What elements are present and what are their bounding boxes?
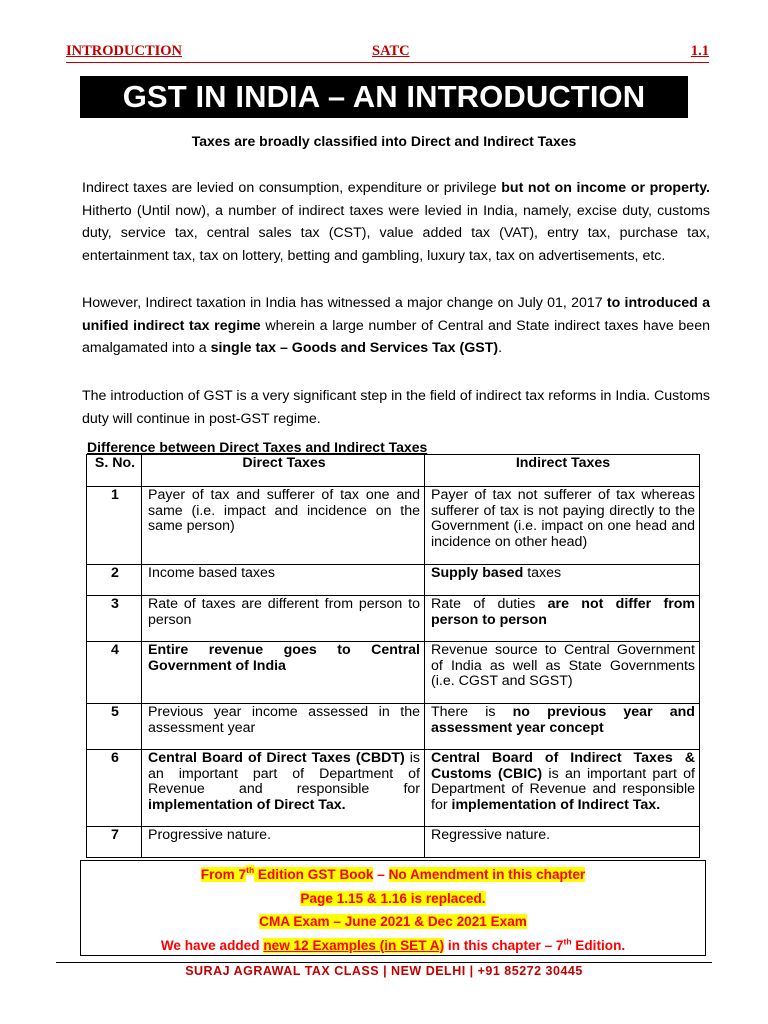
- direct-tax-cell: Payer of tax and sufferer of tax one and same (i.e. impact and incidence on the same person): [142, 487, 425, 565]
- indirect-bold-text: are not differ from person to person: [431, 596, 695, 628]
- direct-tax-cell: Rate of taxes are different from person to person: [142, 596, 425, 642]
- notice-page-replaced: Page 1.15 & 1.16 is replaced.: [300, 890, 486, 906]
- para2-text-c: wherein a large number of Central and State indirect taxes have been amalgamated into a: [82, 317, 710, 356]
- header-page-number: 1.1: [690, 43, 709, 59]
- indirect-bold-text: implementation of Indirect Tax.: [451, 796, 661, 813]
- notice-text: Edition.: [571, 937, 626, 953]
- page-title: GST IN INDIA – AN INTRODUCTION: [80, 76, 688, 118]
- indirect-bold-text: no previous year and assessment year concept: [431, 704, 695, 736]
- indirect-bold-text: Supply based: [431, 565, 524, 581]
- direct-tax-cell: Income based taxes: [142, 565, 425, 596]
- indirect-text: There is: [431, 704, 513, 720]
- para1-text-a: Indirect taxes are levied on consumption, expenditure or privilege: [82, 180, 502, 196]
- notice-text: in this chapter – 7: [444, 937, 564, 953]
- header-rule: [66, 62, 709, 63]
- notice-line-2: [81, 887, 705, 911]
- para1-text-c: Hitherto (Until now), a number of indirect taxes were levied in India, namely, excise duty, customs duty, service tax, central sales tax (CST), value added tax (VAT), entry tax, purchase tax, entertainment tax, tax on lottery, betting and gambling, luxury tax, tax on advertisements, etc.: [82, 202, 710, 264]
- indirect-tax-cell: Payer of tax not sufferer of tax whereas sufferer of tax is not paying directly to the Government (i.e. impact on one head and incidence on other head): [425, 487, 700, 565]
- header-brand: SATC: [372, 43, 410, 59]
- difference-table: [86, 454, 700, 858]
- notice-line-1: [81, 863, 705, 887]
- para2-bold-b: to introduced a unified indirect tax regime: [82, 295, 710, 334]
- row-number: 4: [87, 642, 142, 704]
- indirect-tax-cell: [425, 596, 700, 642]
- table-row: [87, 704, 700, 750]
- running-header: [66, 43, 709, 63]
- indirect-tax-cell: [425, 704, 700, 750]
- indirect-text: taxes: [523, 565, 562, 581]
- table-row: [87, 565, 700, 596]
- paragraph-gst-introduction: [82, 292, 710, 360]
- table-row: [87, 487, 700, 565]
- notice-new-examples: new 12 Examples (in SET A): [263, 937, 445, 953]
- notice-line-4: [81, 934, 705, 958]
- table-row: [87, 827, 700, 858]
- column-header-sno: S. No.: [87, 455, 142, 487]
- direct-bold-text: Central Board of Direct Taxes (CBDT): [148, 750, 405, 766]
- footer-rule: [56, 962, 712, 963]
- direct-tax-cell: [142, 750, 425, 827]
- notice-exam: CMA Exam – June 2021 & Dec 2021 Exam: [259, 914, 527, 929]
- edition-notice-box: [80, 860, 706, 956]
- indirect-text: Rate of duties: [431, 596, 548, 612]
- para2-text-e: .: [498, 340, 503, 356]
- notice-edition-text: Edition GST Book: [254, 867, 374, 882]
- footer-contact: SURAJ AGRAWAL TAX CLASS | NEW DELHI | +91 85272 30445: [185, 964, 583, 978]
- para2-bold-d: single tax – Goods and Services Tax (GST): [210, 340, 499, 356]
- notice-line-3: [81, 910, 705, 934]
- notice-edition-text: From 7: [200, 867, 247, 882]
- table-row: [87, 750, 700, 827]
- indirect-tax-cell: Regressive nature.: [425, 827, 700, 858]
- table-row: [87, 642, 700, 704]
- row-number: 2: [87, 565, 142, 596]
- direct-text: is an important part of Department of Revenue and responsible for: [148, 750, 421, 797]
- row-number: 1: [87, 487, 142, 565]
- indirect-tax-cell: [425, 565, 700, 596]
- notice-sup: th: [246, 865, 255, 876]
- row-number: 5: [87, 704, 142, 750]
- paragraph-indirect-taxes: [82, 177, 710, 267]
- direct-tax-cell: Entire revenue goes to Central Government of India: [142, 642, 425, 704]
- notice-sup: th: [563, 935, 572, 946]
- row-number: 3: [87, 596, 142, 642]
- indirect-tax-cell: Revenue source to Central Government of India as well as State Governments (i.e. CGST and SGST): [425, 642, 700, 704]
- notice-text: We have added: [160, 937, 264, 953]
- para1-bold: but not on income or property.: [501, 180, 711, 196]
- notice-no-amendment: No Amendment in this chapter: [388, 867, 586, 882]
- column-header-indirect: Indirect Taxes: [425, 455, 700, 487]
- indirect-tax-cell: [425, 750, 700, 827]
- indirect-bold-text: Central Board of Indirect Taxes & Customs (CBIC): [431, 750, 695, 782]
- direct-tax-cell: Previous year income assessed in the assessment year: [142, 704, 425, 750]
- notice-dash: –: [373, 867, 389, 882]
- direct-tax-cell: Progressive nature.: [142, 827, 425, 858]
- indirect-text: is an important part of Department of Revenue and responsible for: [431, 765, 695, 813]
- table-row: [87, 596, 700, 642]
- table-header-row: [87, 455, 700, 487]
- row-number: 7: [87, 827, 142, 858]
- row-number: 6: [87, 750, 142, 827]
- table-caption: Difference between Direct Taxes and Indirect Taxes: [87, 439, 428, 455]
- para2-text-a: However, Indirect taxation in India has witnessed a major change on July 01, 2017: [82, 295, 607, 311]
- direct-bold-text: implementation of Direct Tax.: [148, 796, 346, 813]
- column-header-direct: Direct Taxes: [142, 455, 425, 487]
- header-chapter: INTRODUCTION: [66, 43, 183, 59]
- subtitle: Taxes are broadly classified into Direct and Indirect Taxes: [191, 133, 577, 149]
- paragraph-gst-significance: The introduction of GST is a very significant step in the field of indirect tax reforms in India. Customs duty will continue in post-GST regime.: [82, 388, 710, 427]
